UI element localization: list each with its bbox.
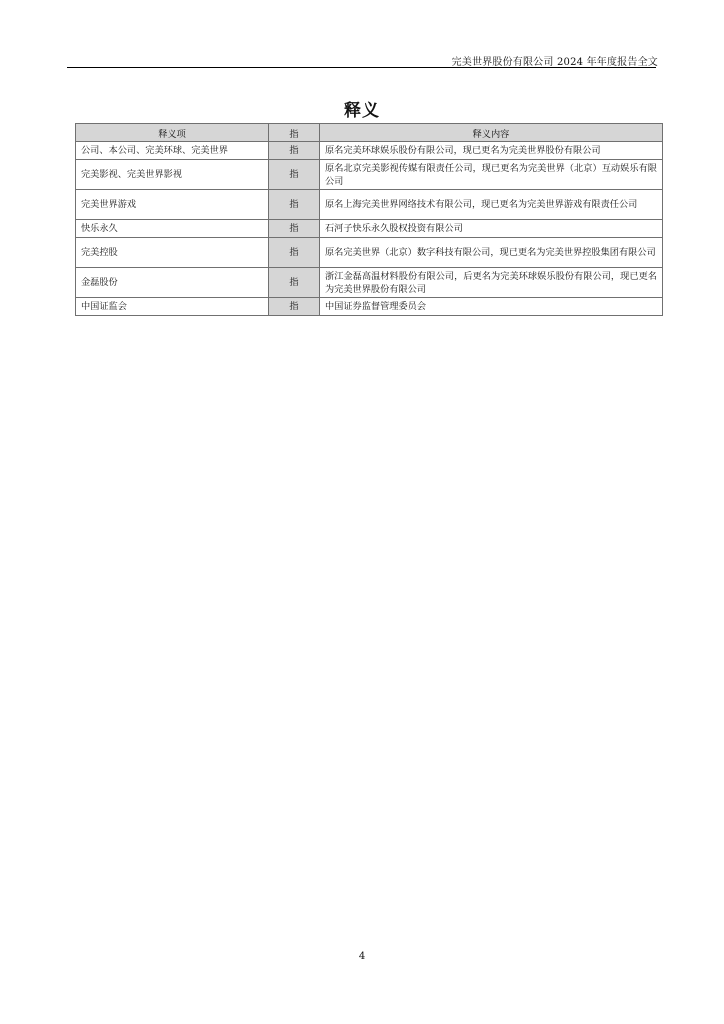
term-cell: 公司、本公司、完美环球、完美世界: [76, 142, 269, 160]
ref-cell: 指: [269, 142, 320, 160]
table-row: [76, 298, 663, 316]
column-header-term: 释义项: [76, 124, 269, 142]
table-row: [76, 190, 663, 220]
definitions-table: [75, 123, 663, 316]
column-header-ref: 指: [269, 124, 320, 142]
table-row: [76, 160, 663, 190]
definition-cell: 原名北京完美影视传媒有限责任公司，现已更名为完美世界（北京）互动娱乐有限公司: [320, 160, 663, 190]
definition-cell: 中国证券监督管理委员会: [320, 298, 663, 316]
table-row: [76, 220, 663, 238]
ref-cell: 指: [269, 298, 320, 316]
term-cell: 中国证监会: [76, 298, 269, 316]
definition-cell: 原名完美环球娱乐股份有限公司，现已更名为完美世界股份有限公司: [320, 142, 663, 160]
term-cell: 完美控股: [76, 238, 269, 268]
term-cell: 完美影视、完美世界影视: [76, 160, 269, 190]
column-header-definition: 释义内容: [320, 124, 663, 142]
ref-cell: 指: [269, 160, 320, 190]
page-number: 4: [358, 951, 366, 962]
table-row: [76, 268, 663, 298]
definition-cell: 石河子快乐永久股权投资有限公司: [320, 220, 663, 238]
running-header: 完美世界股份有限公司 2024 年年度报告全文: [451, 57, 658, 68]
table-row: [76, 142, 663, 160]
page-title: 释义: [344, 101, 380, 121]
term-cell: 金磊股份: [76, 268, 269, 298]
definition-cell: 原名上海完美世界网络技术有限公司，现已更名为完美世界游戏有限责任公司: [320, 190, 663, 220]
term-cell: 快乐永久: [76, 220, 269, 238]
term-cell: 完美世界游戏: [76, 190, 269, 220]
table-row: [76, 238, 663, 268]
ref-cell: 指: [269, 238, 320, 268]
ref-cell: 指: [269, 190, 320, 220]
ref-cell: 指: [269, 220, 320, 238]
ref-cell: 指: [269, 268, 320, 298]
table-header-row: [76, 124, 663, 142]
header-divider: [67, 67, 656, 68]
definition-cell: 原名完美世界（北京）数字科技有限公司，现已更名为完美世界控股集团有限公司: [320, 238, 663, 268]
definition-cell: 浙江金磊高温材料股份有限公司，后更名为完美环球娱乐股份有限公司，现已更名为完美世界股份有限公司: [320, 268, 663, 298]
